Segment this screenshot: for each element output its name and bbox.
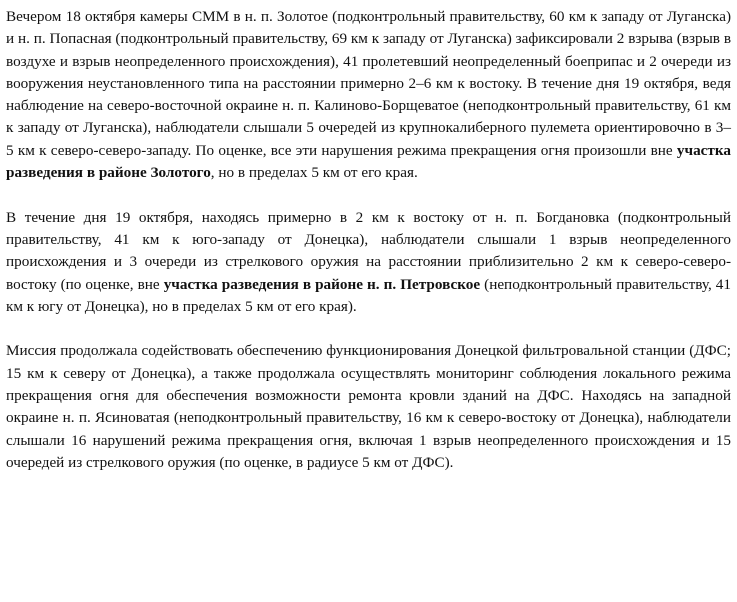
document-body: [6, 6, 731, 474]
paragraph-1-text: Вечером 18 октября камеры СММ в н. п. Золотое (подконтрольный правительству, 60 км к западу от Луганска) и н. п. Попасная (подконтрольный правительству, 69 км к западу от Луганска) зафиксировали 2 взрыва (взрыв в воздухе и взрыв неопределенного происхождения), 41 пролетевший неопределенный боеприпас и 2 очереди из вооружения неустановленного типа на расстоянии примерно 2–6 км к востоку. В течение дня 19 октября, ведя наблюдение на северо-восточной окраине н. п. Калиново-Борщеватое (неподконтрольный правительству, 61 км к западу от Луганска), наблюдатели слышали 5 очередей из крупнокалиберного пулемета ориентировочно в 3–5 км к северо-северо-западу. По оценке, все эти нарушения режима прекращения огня произошли вне: [6, 8, 731, 159]
disengagement-area-petrivske: участка разведения в районе н. п. Петровское: [163, 275, 481, 293]
paragraph-2-tail: (неподконтрольный правительству, 41 км к югу от Донецка), но в пределах 5 км от его края).: [6, 275, 731, 315]
paragraph-zolotoe-popasna: [6, 6, 731, 184]
paragraph-donetsk-filter-station: [6, 340, 731, 474]
paragraph-bohdanivka: [6, 207, 731, 318]
paragraph-1-tail: , но в пределах 5 км от его края.: [210, 164, 418, 182]
disengagement-area-zolote: участка разведения в районе Золотого: [6, 141, 731, 182]
paragraph-2-text: В течение дня 19 октября, находясь примерно в 2 км к востоку от н. п. Богдановка (подконтрольный правительству, 41 км к юго-западу от Донецка), наблюдатели слышали 1 взрыв неопределенного происхождения и 3 очереди из стрелкового оружия на расстоянии приблизительно 2 км к северо-северо-востоку (по оценке, вне: [6, 208, 731, 293]
paragraph-3-text: Миссия продолжала содействовать обеспечению функционирования Донецкой фильтровальной станции (ДФС; 15 км к северу от Донецка), а также продолжала осуществлять мониторинг соблюдения локального режима прекращения огня для обеспечения возможности ремонта кровли зданий на ДФС. Находясь на западной окраине н. п. Ясиноватая (неподконтрольный правительству, 16 км к северо-востоку от Донецка), наблюдатели слышали 16 нарушений режима прекращения огня, включая 1 взрыв неопределенного происхождения и 15 очередей из стрелкового оружия (по оценке, в радиусе 5 км от ДФС).: [6, 342, 731, 471]
